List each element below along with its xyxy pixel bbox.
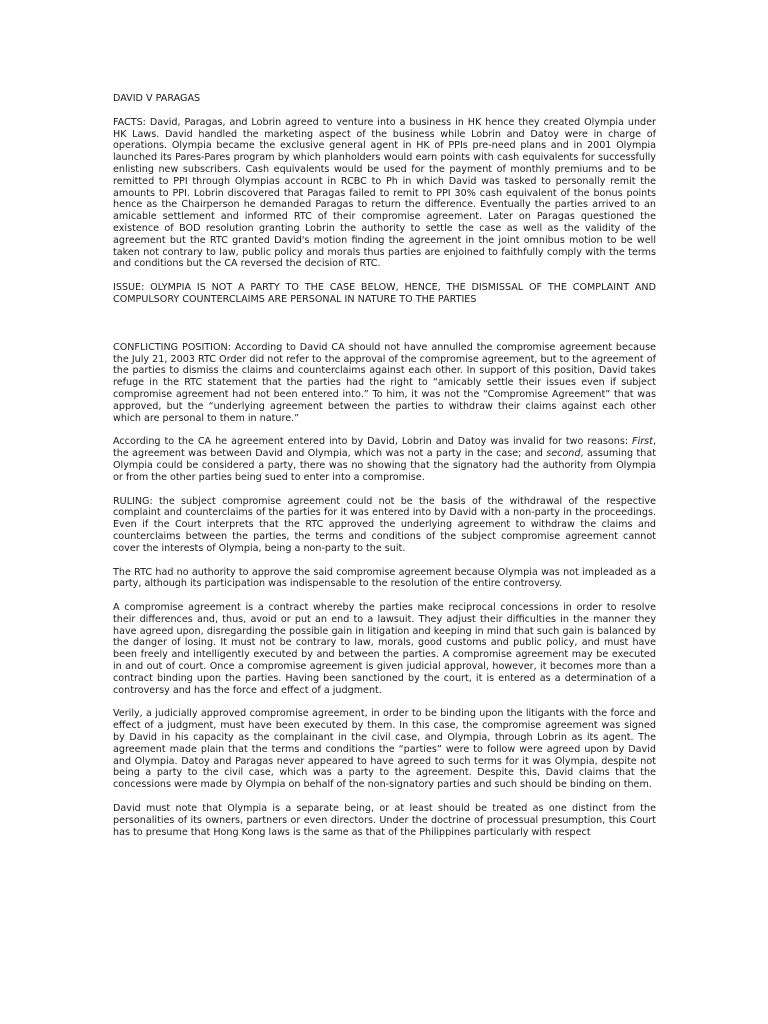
ca-reasons-mid: , the agreement was between David and Olympia, which was not a party in the case; and — [113, 436, 656, 460]
verily-paragraph: Verily, a judicially approved compromise agreement, in order to be binding upon the litigants with the force and effect of a judgment, must have been executed by them. In this case, the compromise agreement was signed by David in his capacity as the complainant in the civil case, and Olympia, through Lobrin as its agent. The agreement made plain that the terms and conditions the “parties” were to follow were agreed upon by David and Olympia. Datoy and Paragas never appeared to have agreed to such terms for it was Olympia, despite not being a party to the civil case, which was a party to the agreement. Despite this, David claims that the concessions were made by Olympia on behalf of the non-signatory parties and such should be binding on them. — [113, 708, 656, 791]
ca-reasons-end: , assuming that Olympia could be considered a party, there was no showing that the signatory had the authority from Olympia or from the other parties being sued to enter into a compromise. — [113, 448, 656, 483]
issue-paragraph: ISSUE: OLYMPIA IS NOT A PARTY TO THE CASE BELOW, HENCE, THE DISMISSAL OF THE COMPLAINT AND COMPULSORY COUNTERCLAIMS ARE PERSONAL IN NATURE TO THE PARTIES — [113, 282, 656, 305]
ca-second-label: second — [546, 448, 581, 460]
compromise-definition-paragraph: A compromise agreement is a contract whereby the parties make reciprocal concessions in order to resolve their differences and, thus, avoid or put an end to a lawsuit. They adjust their difficulties in the manner they have agreed upon, disregarding the possible gain in litigation and keeping in mind that such gain is balanced by the danger of losing. It must not be contrary to law, morals, good customs and public policy, and must have been freely and intelligently executed by and between the parties. A compromise agreement may be executed in and out of court. Once a compromise agreement is given judicial approval, however, it becomes more than a contract binding upon the parties. Having been sanctioned by the court, it is entered as a determination of a controversy and has the force and effect of a judgment. — [113, 602, 656, 696]
ca-reasons-paragraph — [113, 436, 656, 483]
conflicting-position-paragraph: CONFLICTING POSITION: According to David CA should not have annulled the compromise agreement because the July 21, 2003 RTC Order did not refer to the approval of the compromise agreement, but to the agreement of the parties to dismiss the claims and counterclaims against each other. In support of this position, David takes refuge in the RTC statement that the parties had the right to “amicably settle their issues even if subject compromise agreement had not been entered into.” To him, it was not the “Compromise Agreement” that was approved, but the “underlying agreement between the parties to withdraw their claims against each other which are personal to them in nature.” — [113, 341, 656, 424]
separate-being-paragraph: David must note that Olympia is a separate being, or at least should be treated as one distinct from the personalities of its owners, partners or even directors. Under the doctrine of processual presumption, this Court has to presume that Hong Kong laws is the same as that of the Philippines particularly with respect — [113, 803, 656, 838]
ca-first-label: First — [632, 436, 653, 448]
ca-reasons-intro: According to the CA he agreement entered into by David, Lobrin and Datoy was invalid for two reasons: — [113, 436, 633, 448]
ruling-paragraph: RULING: the subject compromise agreement could not be the basis of the withdrawal of the respective complaint and counterclaims of the parties for it was entered into by David with a non-party in the proceedings. Even if the Court interprets that the RTC approved the underlying agreement to withdraw the claims and counterclaims between the parties, the terms and conditions of the subject compromise agreement cannot cover the interests of Olympia, being a non-party to the suit. — [113, 495, 656, 554]
rtc-authority-paragraph: The RTC had no authority to approve the said compromise agreement because Olympia was not impleaded as a party, although its participation was indispensable to the resolution of the entire controversy. — [113, 566, 656, 590]
document-title: DAVID V PARAGAS — [113, 93, 201, 104]
facts-paragraph: FACTS: David, Paragas, and Lobrin agreed to venture into a business in HK hence they created Olympia under HK Laws. David handled the marketing aspect of the business while Lobrin and Datoy were in charge of operations. Olympia became the exclusive general agent in HK of PPIs pre-need plans and in 2001 Olympia launched its Pares-Pares program by which planholders would earn points with cash equivalents for successfully enlisting new subscribers. Cash equivalents would be used for the payment of monthly premiums and to be remitted to PPI through Olympias account in RCBC to Ph in which David was tasked to personally remit the amounts to PPI. Lobrin discovered that Paragas failed to remit to PPI 30% cash equivalent of the bonus points hence as the Chairperson he demanded Paragas to return the difference. Eventually the parties arrived to an amicable settlement and informed RTC of their compromise agreement. Later on Paragas questioned the existence of BOD resolution granting Lobrin the authority to settle the case as well as the validity of the agreement but the RTC granted David's motion finding the agreement in the joint omnibus motion to be well taken not contrary to law, public policy and morals thus parties are enjoined to faithfully comply with the terms and conditions but the CA reversed the decision of RTC. — [113, 116, 656, 270]
